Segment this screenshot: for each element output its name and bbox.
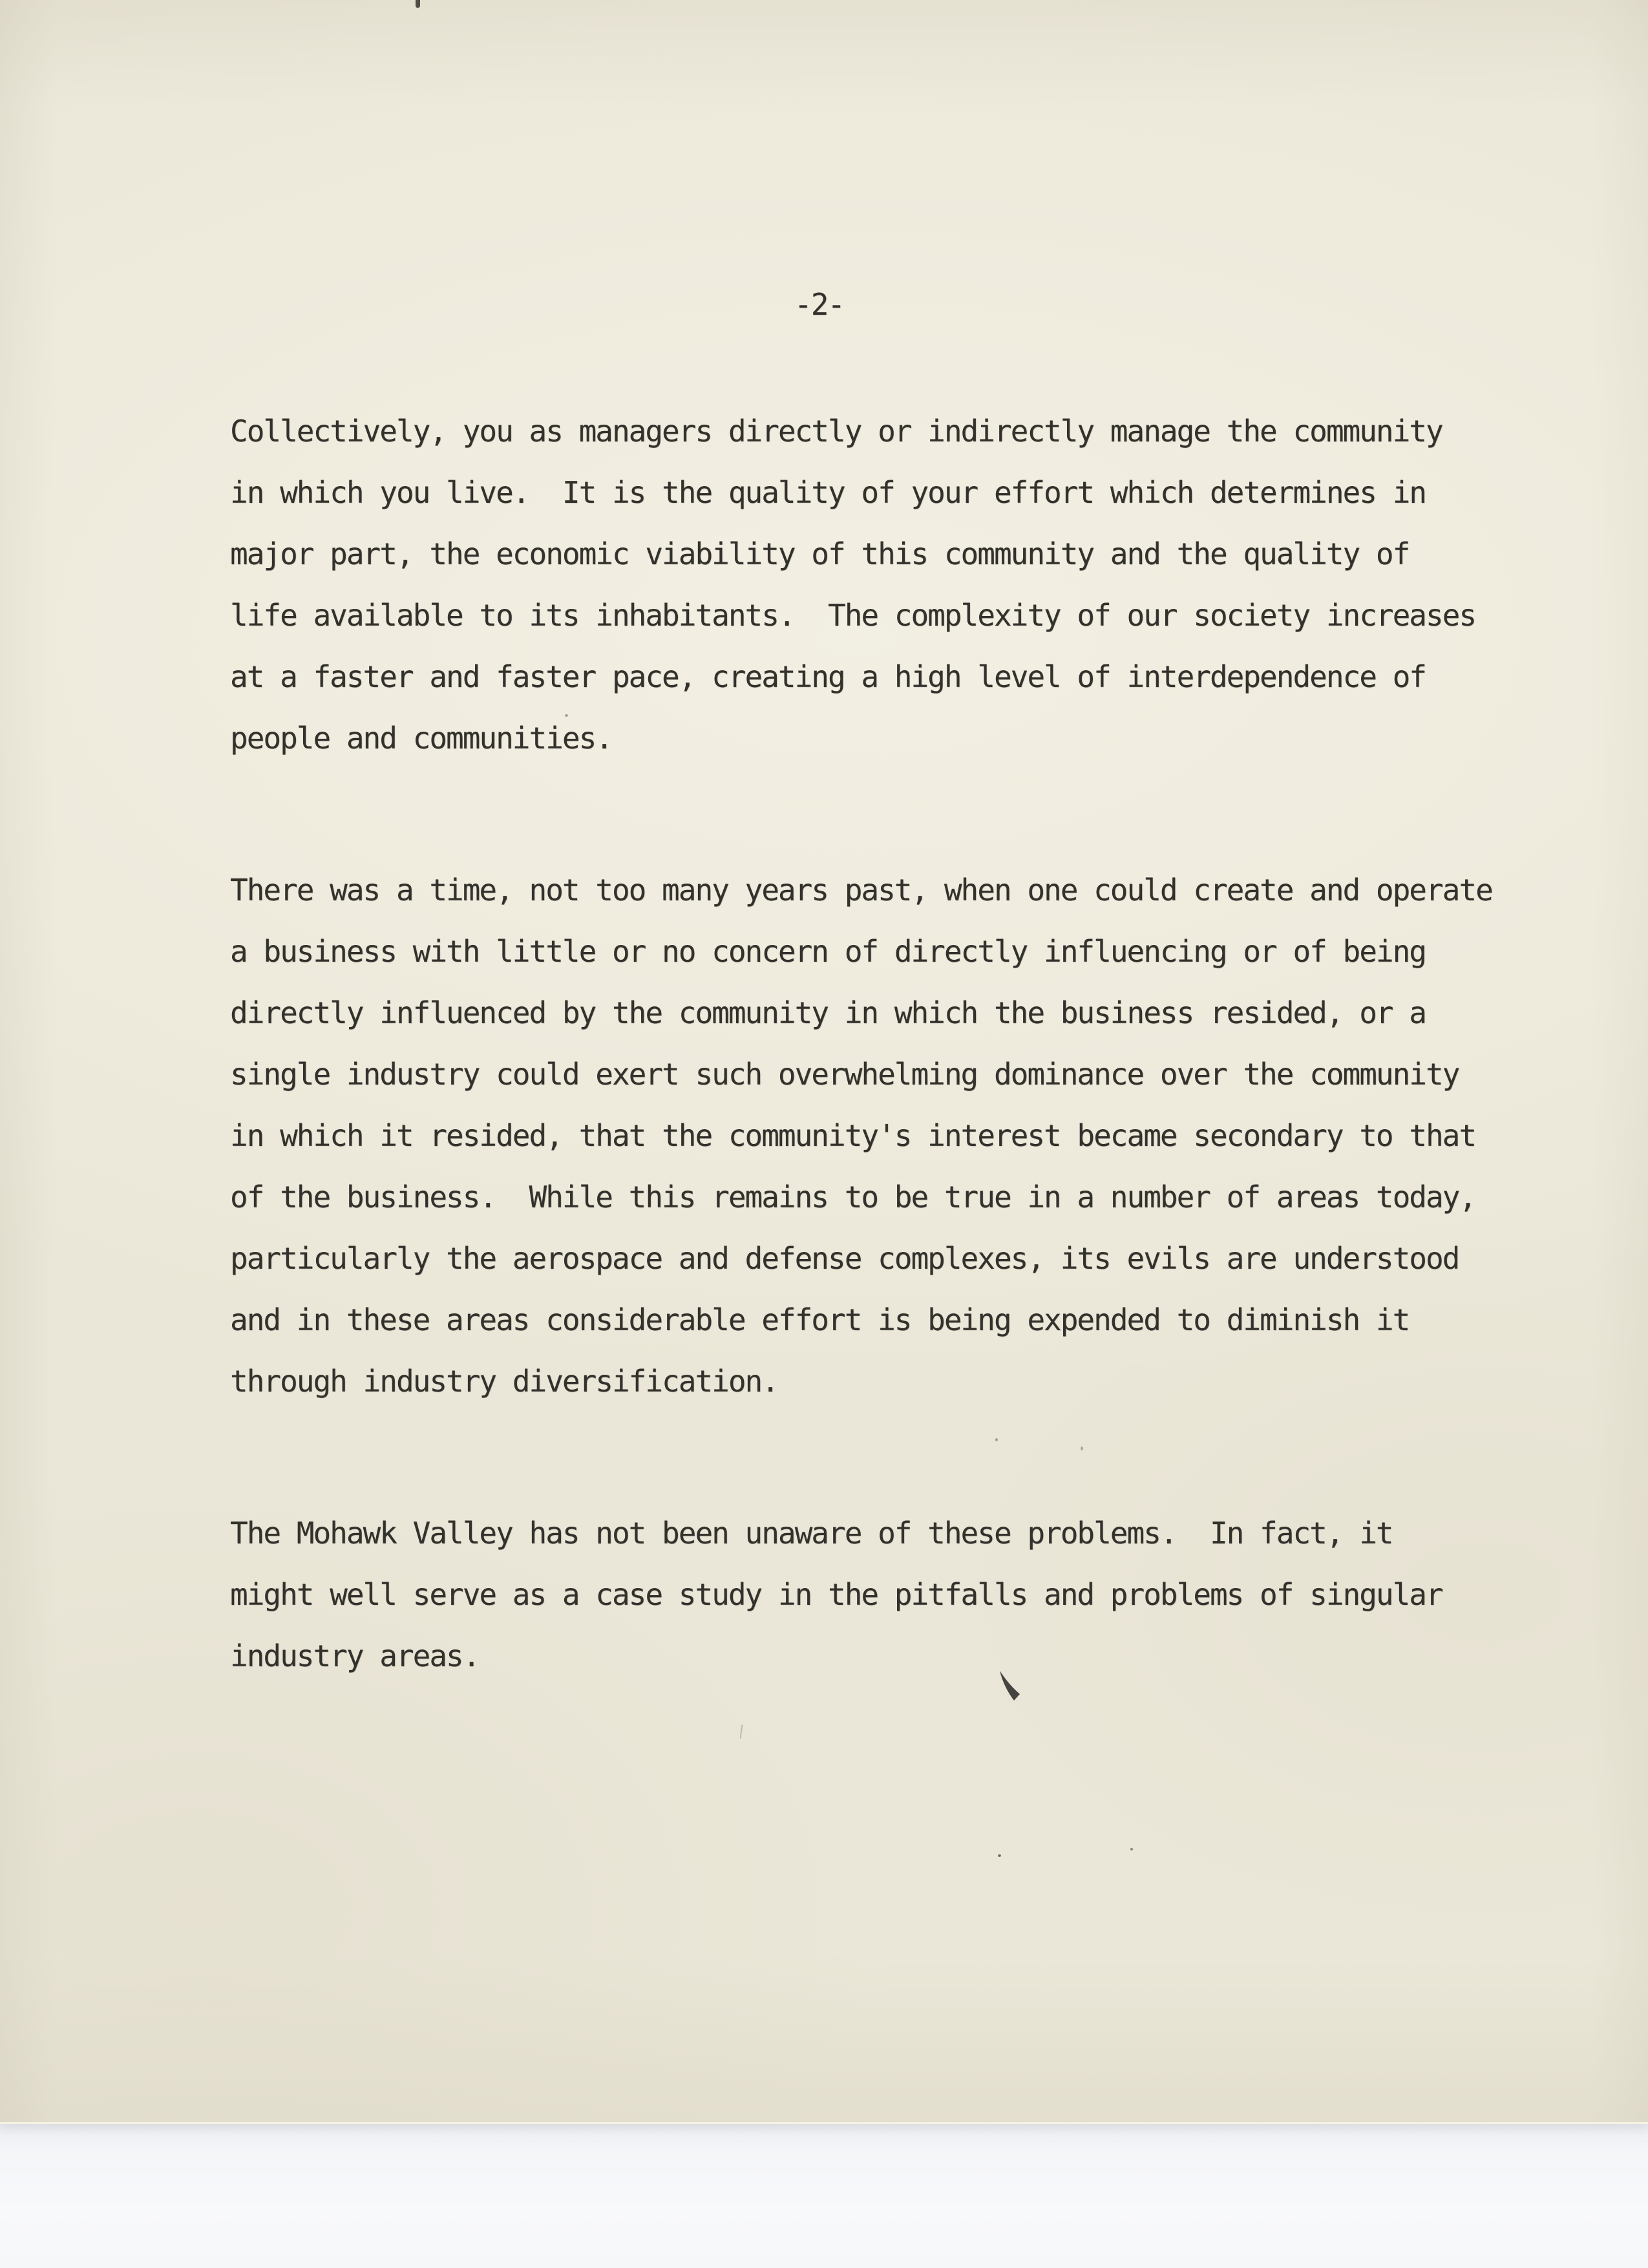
text-line: through industry diversification. — [230, 1364, 778, 1399]
text-line: particularly the aerospace and defense complexes, its evils are understood — [230, 1241, 1459, 1276]
text-line: and in these areas considerable effort is being expended to diminish it — [230, 1302, 1410, 1337]
document-body — [230, 401, 1519, 1687]
text-line: major part, the economic viability of this community and the quality of — [230, 536, 1410, 571]
scanner-bed — [0, 2122, 1648, 2268]
text-line: The Mohawk Valley has not been unaware of these problems. In fact, it — [230, 1516, 1393, 1551]
text-line: life available to its inhabitants. The complexity of our society increases — [230, 598, 1476, 633]
text-line: single industry could exert such overwhelming dominance over the community — [230, 1057, 1459, 1092]
text-line: directly influenced by the community in which the business resided, or a — [230, 995, 1426, 1030]
text-line: a business with little or no concern of directly influencing or of being — [230, 934, 1426, 969]
text-line: might well serve as a case study in the pitfalls and problems of singular — [230, 1577, 1442, 1612]
text-line: of the business. While this remains to be true in a number of areas today, — [230, 1180, 1476, 1214]
text-line: Collectively, you as managers directly or indirectly manage the community — [230, 414, 1442, 449]
paragraph-2 — [230, 860, 1519, 1412]
text-line: There was a time, not too many years past, when one could create and operate — [230, 873, 1492, 907]
scan-speck — [998, 1854, 1001, 1857]
scan-hair-mark — [739, 1724, 743, 1739]
paragraph-3 — [230, 1503, 1519, 1687]
text-line: industry areas. — [230, 1638, 480, 1673]
text-line: at a faster and faster pace, creating a high level of interdependence of — [230, 659, 1426, 694]
page-number: -2- — [794, 287, 845, 322]
scan-edge-notch — [416, 0, 420, 8]
text-line: people and communities. — [230, 721, 612, 756]
scan-speck — [1130, 1848, 1133, 1850]
paragraph-1 — [230, 401, 1519, 769]
text-line: in which it resided, that the community's interest became secondary to that — [230, 1118, 1476, 1153]
text-line: in which you live. It is the quality of your effort which determines in — [230, 475, 1426, 510]
